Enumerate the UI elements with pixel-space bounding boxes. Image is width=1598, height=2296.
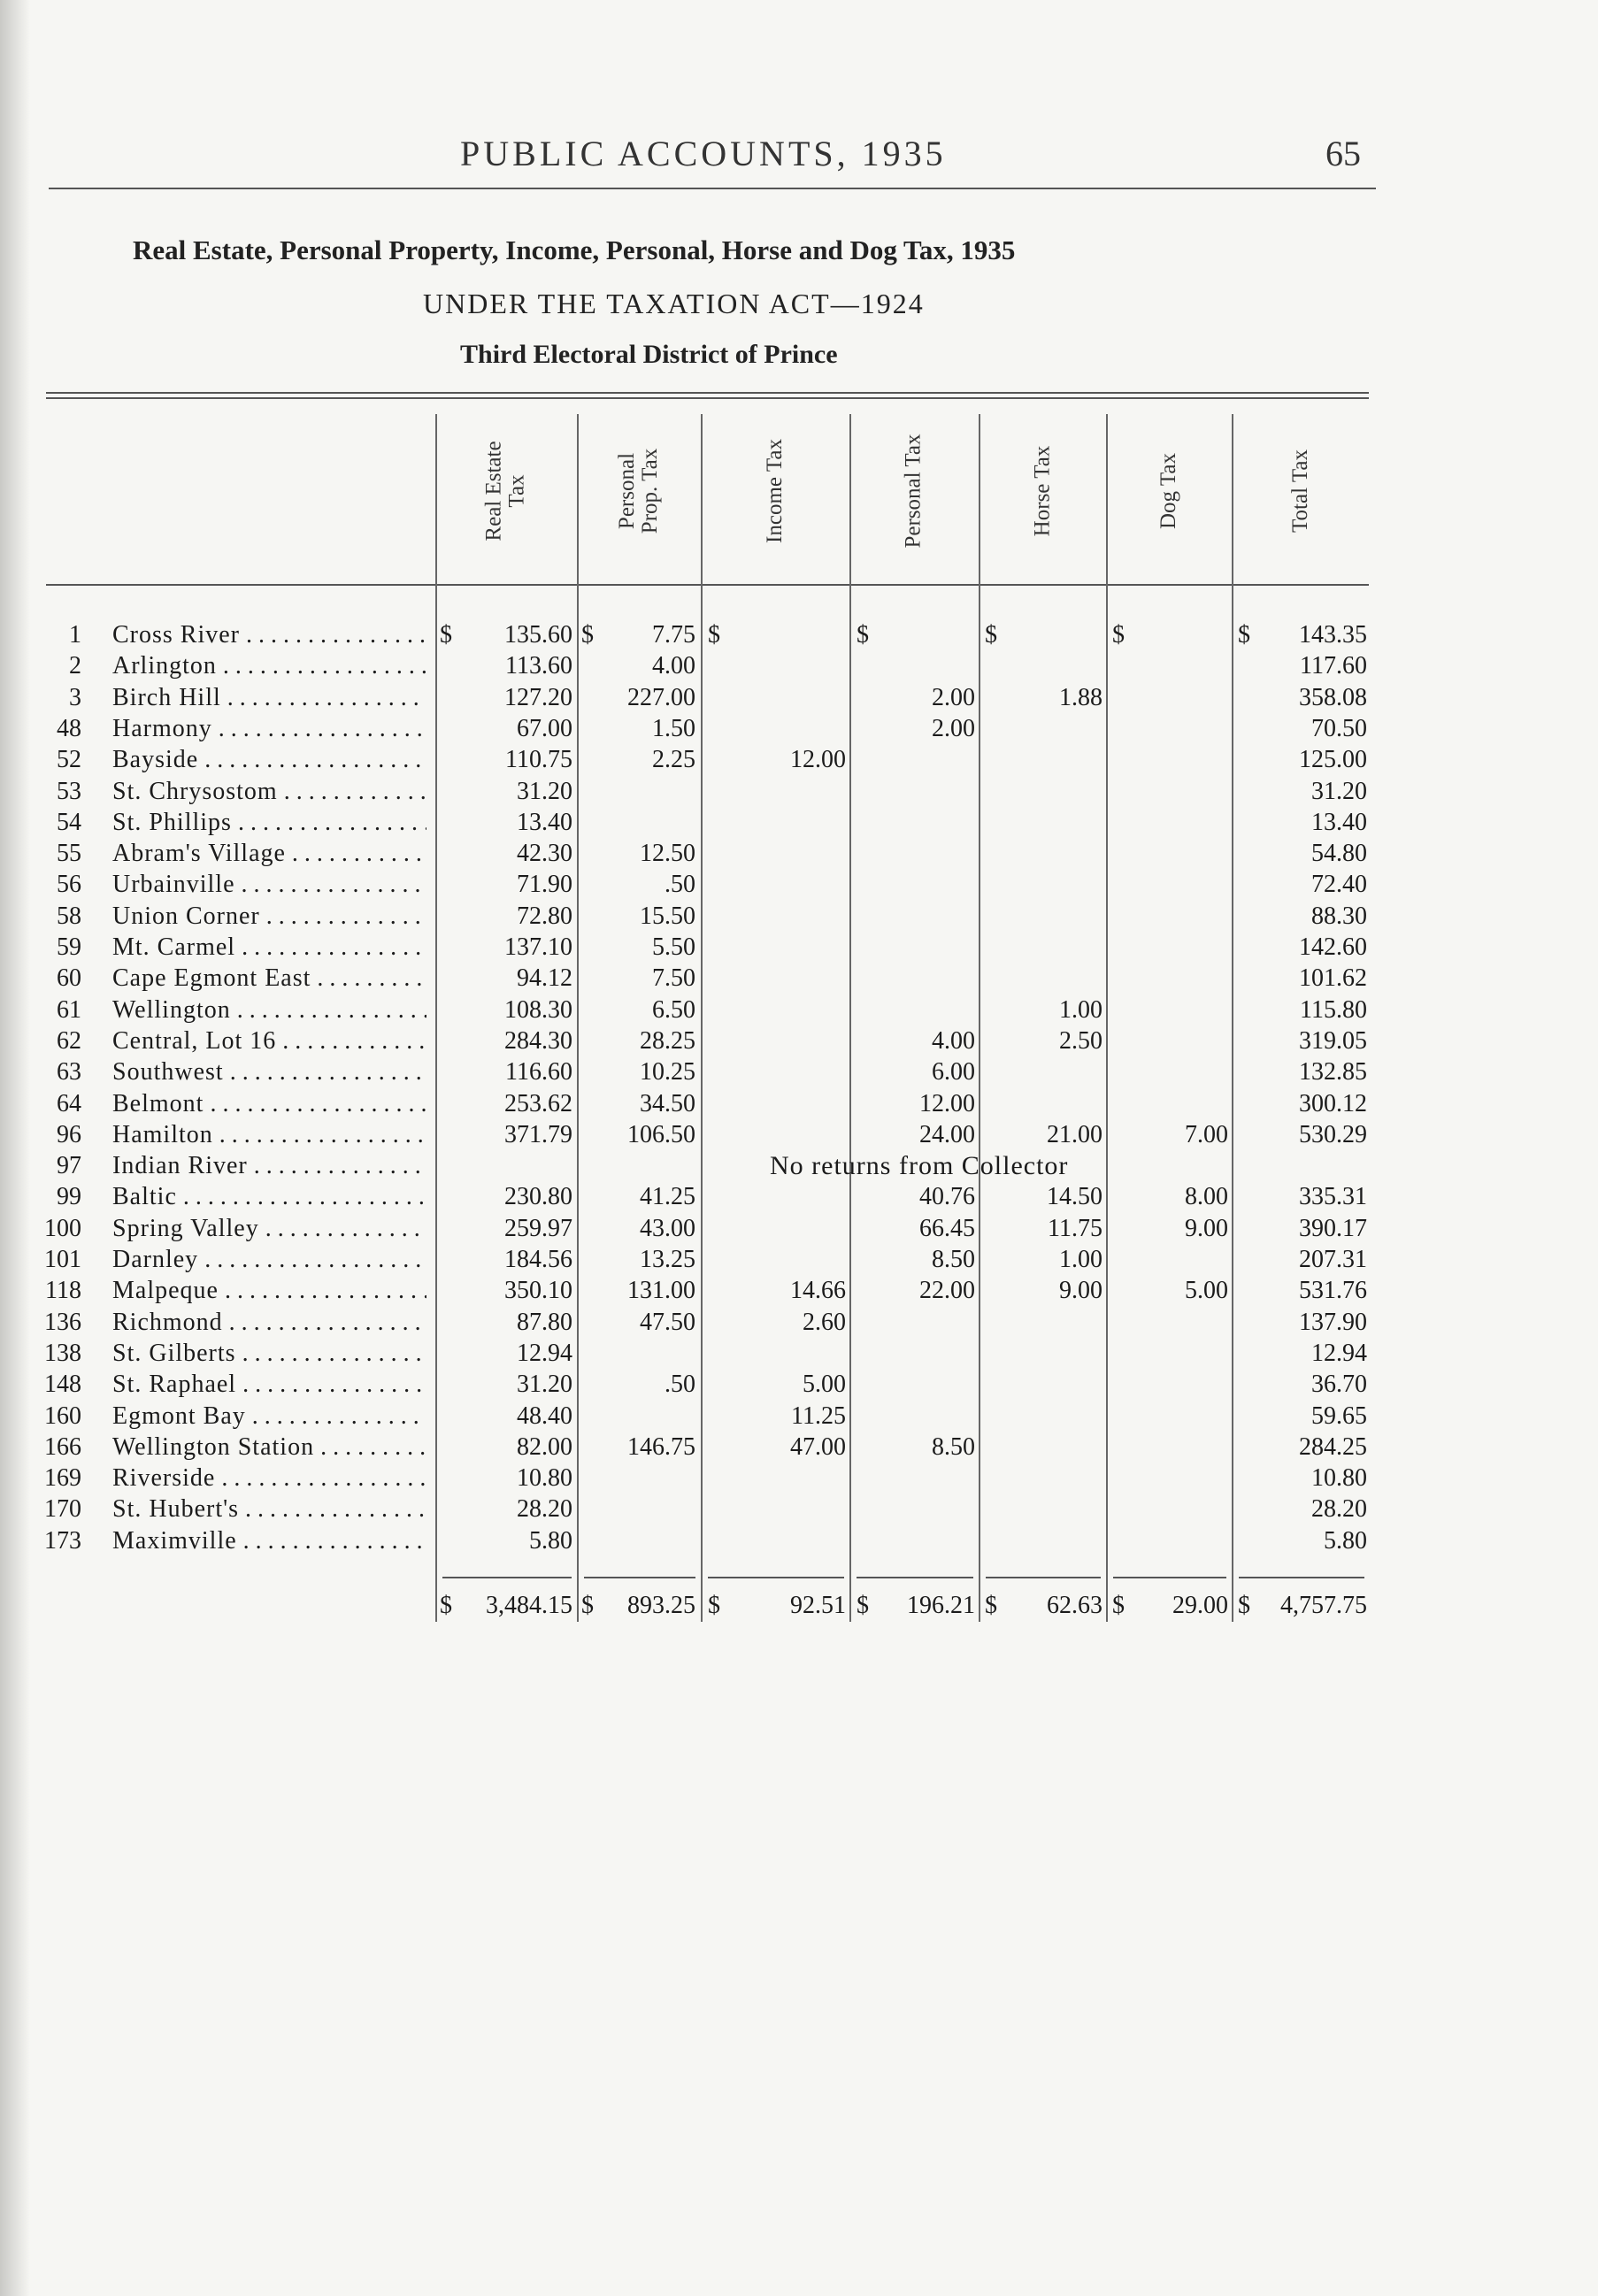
cell-personal-prop: 6.50 (652, 995, 695, 1024)
cell-total: 300.12 (1299, 1089, 1367, 1117)
row-number: 97 (57, 1152, 81, 1180)
cell-income: 47.00 (790, 1432, 846, 1461)
cell-income: 5.00 (803, 1371, 846, 1399)
cell-personal-prop: 10.25 (640, 1058, 695, 1087)
cell-personal-prop: 34.50 (640, 1089, 695, 1117)
column-header-label: Personal Tax (902, 434, 926, 549)
cell-real-estate: 87.80 (517, 1308, 572, 1336)
column-header-total (1232, 416, 1370, 566)
cell-personal: 8.50 (932, 1432, 975, 1461)
table-row (0, 869, 1598, 900)
table-row (0, 1369, 1598, 1400)
cell-personal-prop: 106.50 (627, 1120, 695, 1148)
cell-real-estate: 94.12 (517, 964, 572, 993)
cell-real-estate: 135.60 (504, 621, 572, 649)
cell-real-estate: 31.20 (517, 777, 572, 805)
currency-symbol: $ (857, 621, 869, 649)
district-name: St. Hubert's . . . (112, 1494, 426, 1524)
cell-total: 72.40 (1311, 871, 1367, 899)
cell-real-estate: 5.80 (529, 1526, 572, 1555)
cell-dog: 9.00 (1185, 1214, 1228, 1242)
cell-horse: 1.00 (1059, 995, 1102, 1024)
totals-rule-real-estate (442, 1577, 572, 1578)
cell-horse: 2.50 (1059, 1026, 1102, 1055)
cell-personal-prop: 15.50 (640, 902, 695, 930)
totals-rule-horse (986, 1577, 1101, 1578)
cell-total: 530.29 (1299, 1120, 1367, 1148)
cell-total: 10.80 (1311, 1464, 1367, 1493)
district-subtitle: Third Electoral District of Prince (460, 340, 838, 369)
column-header-personal (849, 416, 979, 566)
no-returns-note: No returns from Collector (770, 1151, 1069, 1181)
cell-total: 5.80 (1324, 1526, 1367, 1555)
table-row (0, 838, 1598, 869)
cell-real-estate: 48.40 (517, 1401, 572, 1430)
row-number: 59 (57, 933, 81, 961)
district-name: Mt. Carmel . . . (112, 932, 426, 963)
column-header-label: Total Tax (1288, 449, 1312, 533)
currency-symbol: $ (708, 1592, 720, 1619)
cell-total: 88.30 (1311, 902, 1367, 930)
cell-total: 36.70 (1311, 1371, 1367, 1399)
cell-total: 117.60 (1300, 652, 1367, 680)
cell-personal-prop: 41.25 (640, 1183, 695, 1211)
cell-personal: 8.50 (932, 1246, 975, 1273)
cell-real-estate: 72.80 (517, 902, 572, 930)
currency-symbol: $ (985, 621, 997, 649)
cell-income: 11.25 (791, 1401, 846, 1430)
table-row (0, 1088, 1598, 1119)
cell-real-estate: 127.20 (504, 683, 572, 711)
table-row (0, 744, 1598, 775)
row-number: 118 (45, 1277, 81, 1305)
row-number: 170 (44, 1495, 81, 1524)
district-name: Bayside . . . (112, 744, 426, 775)
row-number: 3 (69, 683, 81, 711)
column-header-dog (1106, 416, 1232, 566)
row-number: 166 (44, 1432, 81, 1461)
cell-personal: 2.00 (932, 714, 975, 742)
cell-personal-prop: 131.00 (627, 1277, 695, 1305)
currency-symbol: $ (1112, 1592, 1125, 1619)
cell-real-estate: 42.30 (517, 840, 572, 868)
row-number: 52 (57, 746, 81, 774)
row-number: 48 (57, 714, 81, 742)
table-row (0, 650, 1598, 681)
total-dog: 29.00 (1172, 1592, 1228, 1619)
district-name: St. Phillips . . . (112, 807, 426, 838)
cell-total: 125.00 (1299, 746, 1367, 774)
column-header-real-estate (435, 416, 577, 566)
cell-dog: 8.00 (1185, 1183, 1228, 1211)
table-row (0, 901, 1598, 932)
currency-symbol: $ (581, 1592, 594, 1619)
cell-personal: 24.00 (919, 1120, 975, 1148)
district-name: Birch Hill . . . (112, 682, 426, 713)
district-name: St. Raphael . . . (112, 1369, 426, 1400)
cell-real-estate: 10.80 (517, 1464, 572, 1493)
district-name: Cape Egmont East . . . (112, 963, 426, 994)
row-number: 136 (44, 1308, 81, 1336)
cell-total: 115.80 (1300, 995, 1367, 1024)
row-number: 96 (57, 1120, 81, 1148)
district-name: Richmond . . . (112, 1307, 426, 1338)
district-name: Hamilton . . . (112, 1119, 426, 1150)
table-row (0, 1213, 1598, 1244)
row-number: 61 (57, 995, 81, 1024)
table-row (0, 807, 1598, 838)
header-rule (49, 188, 1376, 189)
table-row (0, 776, 1598, 807)
row-number: 148 (44, 1371, 81, 1399)
row-number: 173 (44, 1526, 81, 1555)
cell-income: 12.00 (790, 746, 846, 774)
table-row (0, 619, 1598, 650)
totals-rule-personal (857, 1577, 973, 1578)
column-header-label: Real Estate Tax (482, 441, 529, 541)
table-row (0, 1307, 1598, 1338)
table-row (0, 1025, 1598, 1056)
row-number: 58 (57, 902, 81, 930)
totals-rule-personal-prop (584, 1577, 695, 1578)
cell-personal-prop: 2.25 (652, 746, 695, 774)
table-top-rule-double (46, 397, 1369, 399)
totals-rule-total (1239, 1577, 1364, 1578)
table-row (0, 1275, 1598, 1306)
cell-personal-prop: 7.75 (652, 621, 695, 649)
cell-personal-prop: 12.50 (640, 840, 695, 868)
cell-total: 142.60 (1299, 933, 1367, 961)
cell-real-estate: 253.62 (504, 1089, 572, 1117)
table-row (0, 713, 1598, 744)
district-name: Wellington Station . . . (112, 1432, 426, 1463)
table-row (0, 1463, 1598, 1494)
cell-income: 2.60 (803, 1308, 846, 1336)
currency-symbol: $ (1238, 1592, 1250, 1619)
district-name: Spring Valley . . . (112, 1213, 426, 1244)
cell-personal-prop: 47.50 (640, 1308, 695, 1336)
currency-symbol: $ (1238, 621, 1250, 649)
district-name: Wellington . . . (112, 994, 426, 1025)
cell-total: 59.65 (1311, 1401, 1367, 1430)
table-top-rule (46, 392, 1369, 394)
column-header-personal-prop (577, 416, 701, 566)
table-row (0, 994, 1598, 1025)
totals-rule-dog (1113, 1577, 1226, 1578)
row-number: 169 (44, 1464, 81, 1493)
cell-personal-prop: 4.00 (652, 652, 695, 680)
column-header-income (701, 416, 849, 566)
cell-personal-prop: 43.00 (640, 1214, 695, 1242)
district-name: Riverside . . . (112, 1463, 426, 1494)
district-name: Egmont Bay . . . (112, 1401, 426, 1432)
cell-personal: 6.00 (932, 1058, 975, 1087)
cell-real-estate: 12.94 (517, 1339, 572, 1367)
table-row (0, 1494, 1598, 1524)
running-title: PUBLIC ACCOUNTS, 1935 (460, 134, 947, 173)
cell-horse: 21.00 (1047, 1120, 1102, 1148)
cell-real-estate: 71.90 (517, 871, 572, 899)
cell-total: 284.25 (1299, 1432, 1367, 1461)
row-number: 54 (57, 808, 81, 836)
totals-row (0, 1588, 1598, 1624)
cell-real-estate: 13.40 (517, 808, 572, 836)
district-name: Baltic . . . (112, 1181, 426, 1212)
table-title: Real Estate, Personal Property, Income, Personal, Horse and Dog Tax, 1935 (133, 234, 1016, 265)
row-number: 99 (57, 1183, 81, 1211)
cell-total: 319.05 (1299, 1026, 1367, 1055)
table-row (0, 1401, 1598, 1432)
district-name: Malpeque . . . (112, 1275, 426, 1306)
table-row (0, 1338, 1598, 1369)
row-number: 62 (57, 1026, 81, 1055)
cell-total: 31.20 (1311, 777, 1367, 805)
cell-real-estate: 116.60 (505, 1058, 572, 1087)
cell-horse: 14.50 (1047, 1183, 1102, 1211)
cell-real-estate: 284.30 (504, 1026, 572, 1055)
cell-total: 54.80 (1311, 840, 1367, 868)
cell-real-estate: 113.60 (505, 652, 572, 680)
row-number: 101 (44, 1246, 81, 1273)
table-row (0, 1181, 1598, 1212)
cell-personal: 66.45 (919, 1214, 975, 1242)
table-row (0, 1119, 1598, 1150)
table-row (0, 1432, 1598, 1463)
cell-total: 137.90 (1299, 1308, 1367, 1336)
cell-total: 132.85 (1299, 1058, 1367, 1087)
district-name: Indian River . . . (112, 1150, 426, 1181)
currency-symbol: $ (985, 1592, 997, 1619)
district-name: Urbainville . . . (112, 869, 426, 900)
cell-personal-prop: 1.50 (652, 714, 695, 742)
cell-personal: 4.00 (932, 1026, 975, 1055)
cell-personal-prop: .50 (665, 1371, 695, 1399)
currency-symbol: $ (440, 1592, 452, 1619)
total-income: 92.51 (790, 1592, 846, 1619)
total-real-estate: 3,484.15 (486, 1592, 572, 1619)
row-number: 60 (57, 964, 81, 993)
cell-total: 101.62 (1299, 964, 1367, 993)
cell-real-estate: 259.97 (504, 1214, 572, 1242)
cell-real-estate: 230.80 (504, 1183, 572, 1211)
table-row (0, 932, 1598, 963)
row-number: 64 (57, 1089, 81, 1117)
cell-personal-prop: 7.50 (652, 964, 695, 993)
cell-personal-prop: 146.75 (627, 1432, 695, 1461)
cell-real-estate: 184.56 (504, 1246, 572, 1273)
currency-symbol: $ (857, 1592, 869, 1619)
cell-real-estate: 350.10 (504, 1277, 572, 1305)
column-header-label: Horse Tax (1030, 445, 1054, 537)
row-number: 53 (57, 777, 81, 805)
row-number: 56 (57, 871, 81, 899)
cell-real-estate: 82.00 (517, 1432, 572, 1461)
district-name: Arlington . . . (112, 650, 426, 681)
cell-real-estate: 31.20 (517, 1371, 572, 1399)
cell-personal-prop: 5.50 (652, 933, 695, 961)
district-name: Maximville . . . (112, 1525, 426, 1556)
column-header-horse (979, 416, 1106, 566)
cell-real-estate: 137.10 (504, 933, 572, 961)
cell-personal: 2.00 (932, 683, 975, 711)
cell-real-estate: 28.20 (517, 1495, 572, 1524)
cell-real-estate: 108.30 (504, 995, 572, 1024)
cell-horse: 1.00 (1059, 1246, 1102, 1273)
row-number: 138 (44, 1339, 81, 1367)
cell-total: 335.31 (1299, 1183, 1367, 1211)
cell-total: 12.94 (1311, 1339, 1367, 1367)
table-row (0, 1056, 1598, 1087)
district-name: St. Chrysostom . . . (112, 776, 426, 807)
cell-horse: 9.00 (1059, 1277, 1102, 1305)
row-number: 160 (44, 1401, 81, 1430)
cell-personal-prop: 13.25 (640, 1246, 695, 1273)
district-name: Southwest . . . (112, 1056, 426, 1087)
cell-total: 13.40 (1311, 808, 1367, 836)
total-personal-prop: 893.25 (627, 1592, 695, 1619)
column-header-label: Personal Prop. Tax (615, 448, 662, 534)
district-name: Abram's Village . . . (112, 838, 426, 869)
currency-symbol: $ (440, 621, 452, 649)
currency-symbol: $ (581, 621, 594, 649)
cell-total: 28.20 (1311, 1495, 1367, 1524)
cell-personal-prop: 28.25 (640, 1026, 695, 1055)
row-number: 1 (69, 621, 81, 649)
district-name: Central, Lot 16 . . . (112, 1025, 426, 1056)
table-row (0, 963, 1598, 994)
district-name: St. Gilberts . . . (112, 1338, 426, 1369)
cell-real-estate: 110.75 (505, 746, 572, 774)
page-number: 65 (1325, 134, 1361, 173)
column-header-label: Income Tax (762, 439, 787, 543)
cell-total: 207.31 (1299, 1246, 1367, 1273)
total-total: 4,757.75 (1280, 1592, 1367, 1619)
cell-dog: 5.00 (1185, 1277, 1228, 1305)
act-subtitle: UNDER THE TAXATION ACT—1924 (423, 288, 925, 319)
total-horse: 62.63 (1047, 1592, 1102, 1619)
district-name: Harmony . . . (112, 713, 426, 744)
cell-personal: 12.00 (919, 1089, 975, 1117)
cell-income: 14.66 (790, 1277, 846, 1305)
cell-dog: 7.00 (1185, 1120, 1228, 1148)
cell-real-estate: 67.00 (517, 714, 572, 742)
row-number: 63 (57, 1058, 81, 1087)
column-header-label: Dog Tax (1156, 453, 1180, 529)
district-name: Cross River . . . (112, 619, 426, 650)
cell-personal: 22.00 (919, 1277, 975, 1305)
cell-personal-prop: 227.00 (627, 683, 695, 711)
currency-symbol: $ (708, 621, 720, 649)
cell-horse: 1.88 (1059, 683, 1102, 711)
cell-real-estate: 371.79 (504, 1120, 572, 1148)
cell-personal: 40.76 (919, 1183, 975, 1211)
table-row (0, 1244, 1598, 1275)
district-name: Darnley . . . (112, 1244, 426, 1275)
table-row (0, 1525, 1598, 1556)
cell-horse: 11.75 (1048, 1214, 1102, 1242)
row-number: 100 (44, 1214, 81, 1242)
cell-total: 390.17 (1299, 1214, 1367, 1242)
district-name: Union Corner . . . (112, 901, 426, 932)
district-name: Belmont . . . (112, 1088, 426, 1119)
table-row (0, 1150, 1598, 1181)
header-bottom-rule (46, 584, 1369, 586)
cell-total: 70.50 (1311, 714, 1367, 742)
cell-personal-prop: .50 (665, 871, 695, 899)
total-personal: 196.21 (907, 1592, 975, 1619)
currency-symbol: $ (1112, 621, 1125, 649)
cell-total: 143.35 (1299, 621, 1367, 649)
row-number: 55 (57, 840, 81, 868)
row-number: 2 (69, 652, 81, 680)
cell-total: 531.76 (1299, 1277, 1367, 1305)
totals-rule-income (708, 1577, 844, 1578)
cell-total: 358.08 (1299, 683, 1367, 711)
table-row (0, 682, 1598, 713)
